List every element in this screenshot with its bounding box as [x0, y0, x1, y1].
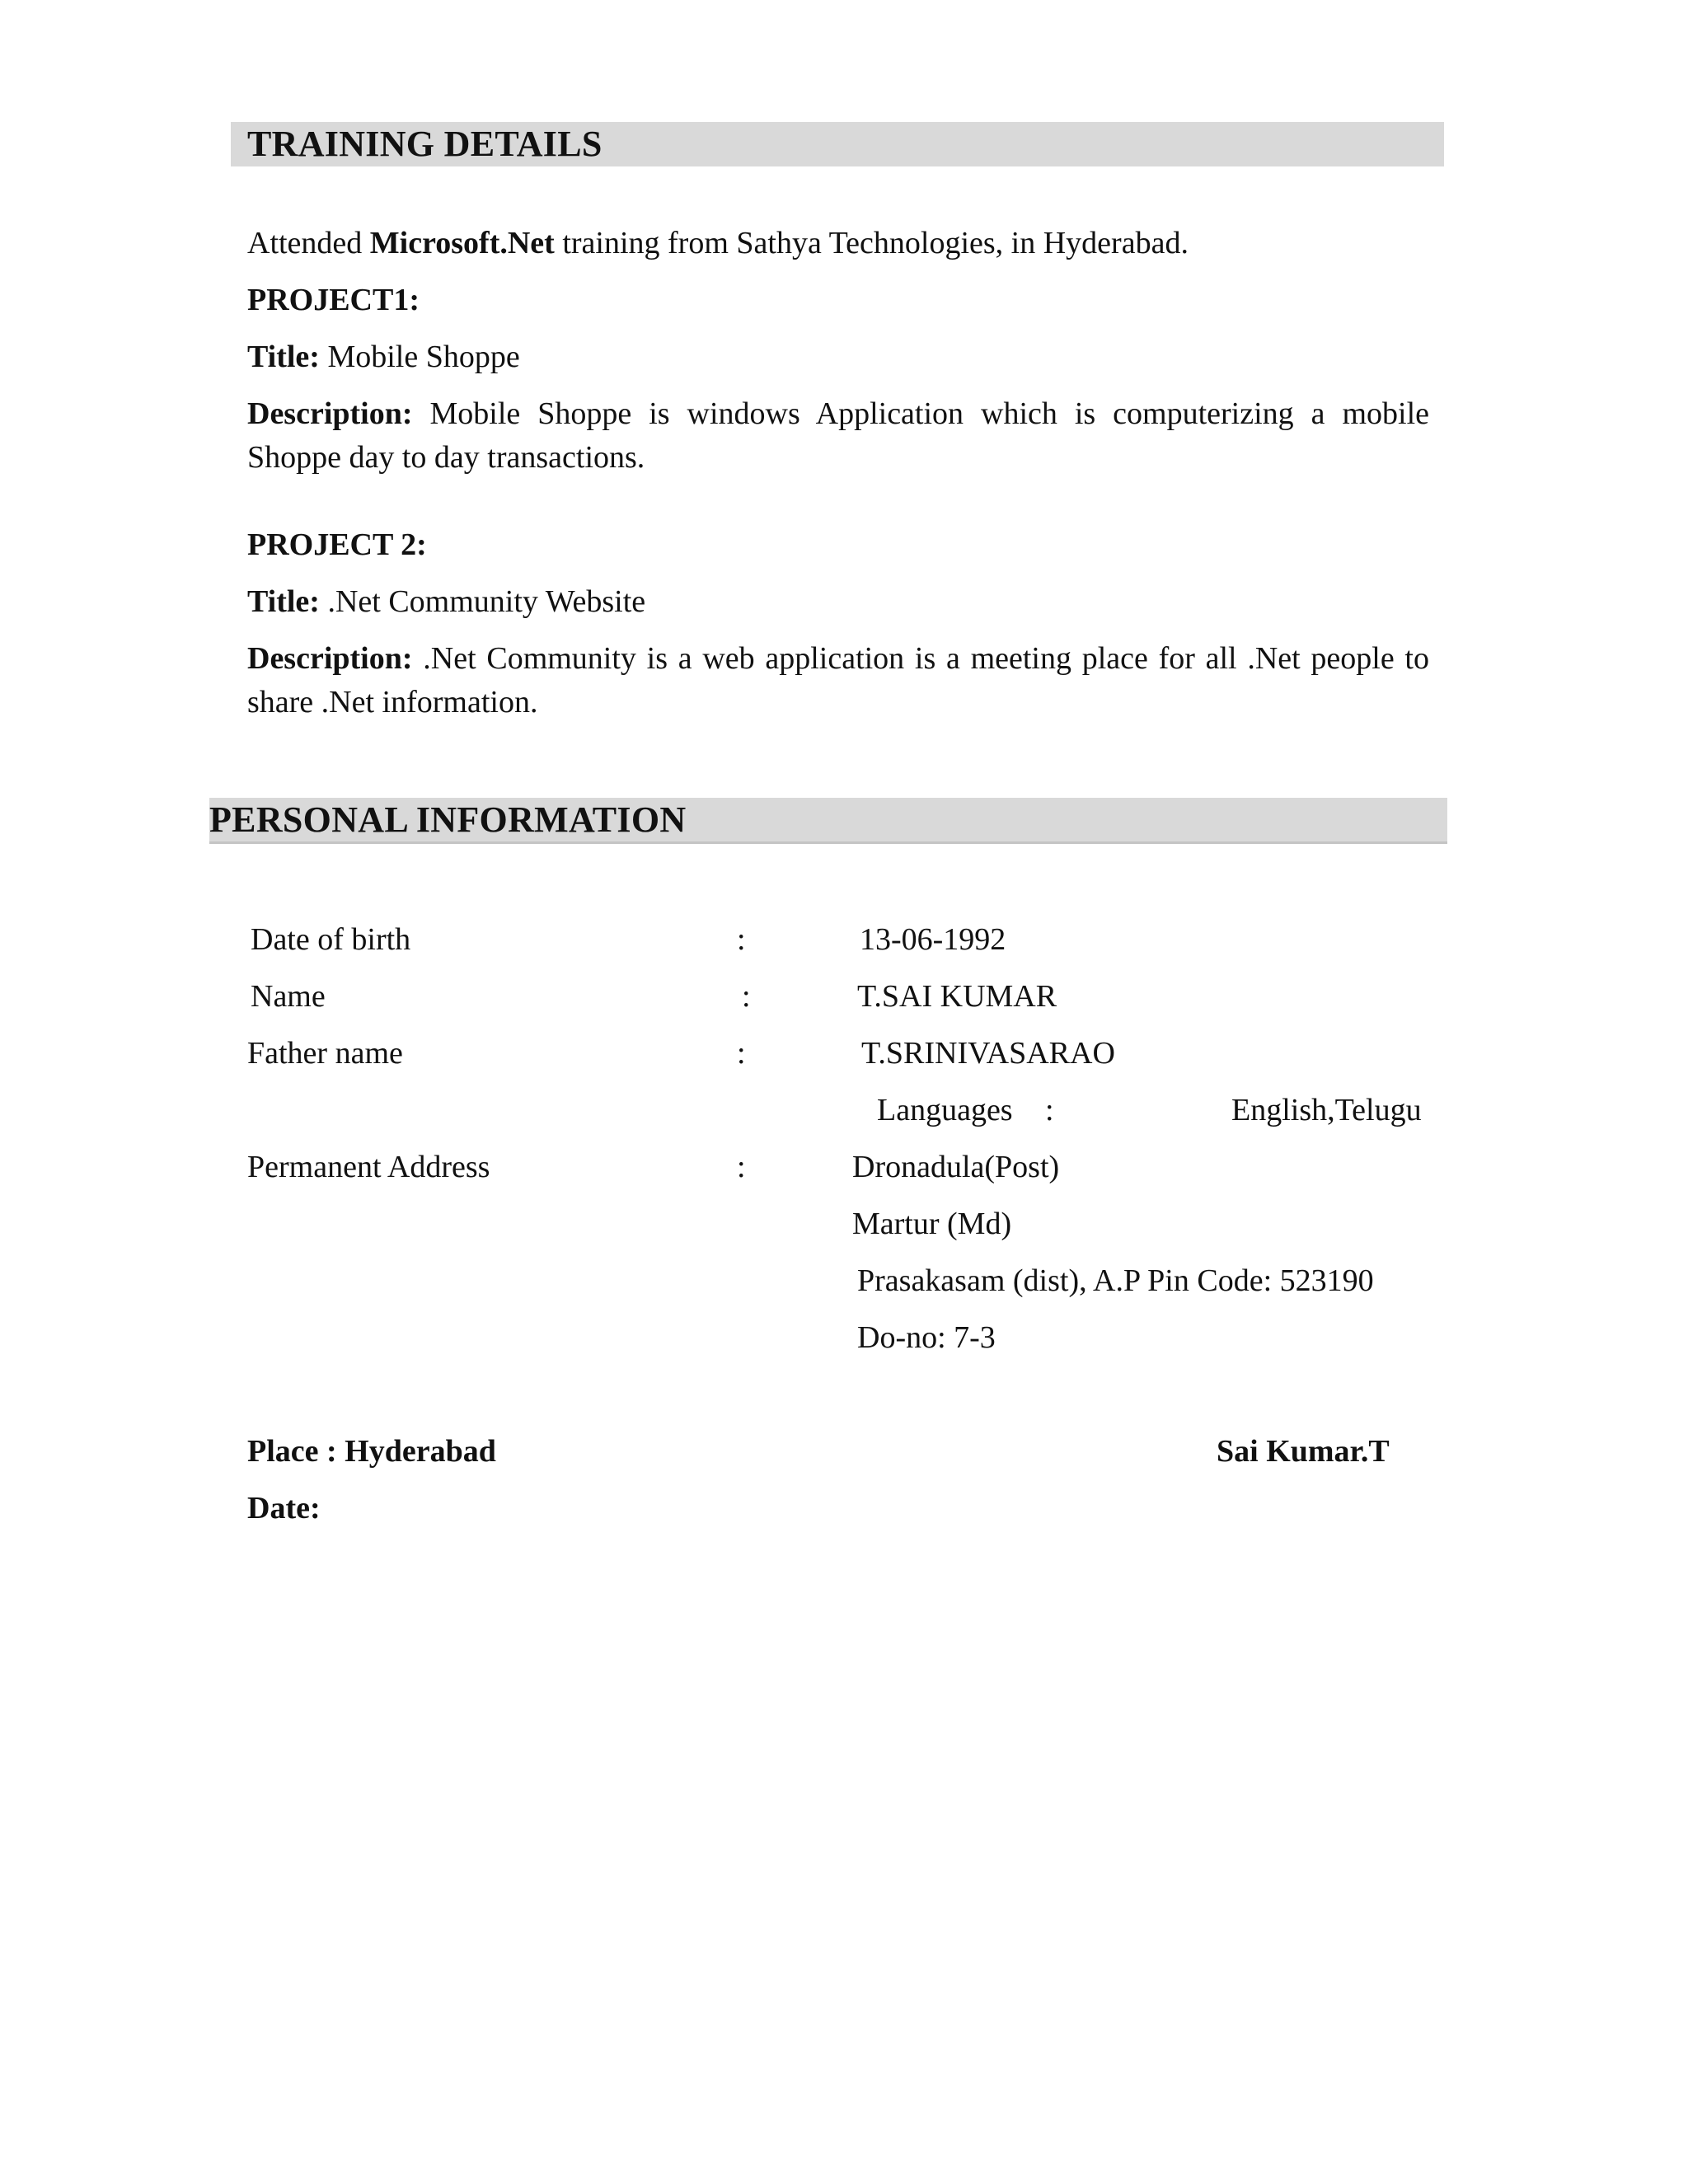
address-line-3: Prasakasam (dist), A.P Pin Code: 523190 [857, 1263, 1374, 1298]
languages-colon: : [1045, 1093, 1054, 1127]
footer-signature: Sai Kumar.T [1217, 1434, 1390, 1469]
training-heading: TRAINING DETAILS [247, 124, 603, 164]
name-colon: : [742, 979, 751, 1014]
training-intro-prefix: Attended [247, 226, 370, 260]
name-value: T.SAI KUMAR [857, 979, 1057, 1014]
languages-value: English,Telugu [1231, 1093, 1422, 1127]
project2-heading: PROJECT 2: [247, 527, 427, 562]
training-intro [247, 224, 1189, 262]
project2-desc-label: Description: [247, 641, 413, 676]
project1-title-value: Mobile Shoppe [319, 340, 520, 374]
training-intro-suffix: training from Sathya Technologies, in Hyderabad. [554, 226, 1189, 260]
father-value: T.SRINIVASARAO [861, 1036, 1115, 1071]
father-colon: : [737, 1036, 746, 1071]
address-colon: : [737, 1150, 746, 1184]
project1-title-label: Title: [247, 340, 320, 374]
address-line-4: Do-no: 7-3 [857, 1320, 996, 1355]
address-label: Permanent Address [247, 1150, 490, 1184]
personal-heading: PERSONAL INFORMATION [209, 799, 687, 840]
training-intro-bold: Microsoft.Net [369, 226, 555, 260]
dob-colon: : [737, 922, 746, 957]
project2-title-value: .Net Community Website [319, 584, 646, 619]
project1-title [247, 338, 520, 376]
name-label: Name [251, 979, 326, 1014]
project2-title [247, 583, 645, 621]
languages-label: Languages [877, 1093, 1013, 1127]
project2-title-label: Title: [247, 584, 320, 619]
dob-value: 13-06-1992 [860, 922, 1006, 957]
footer-date: Date: [247, 1491, 321, 1526]
project1-description [247, 392, 1429, 480]
project2-desc-value: .Net Community is a web application is a meeting place for all .Net people to share .Net information. [247, 641, 1429, 719]
address-line-1: Dronadula(Post) [852, 1150, 1060, 1184]
address-line-2: Martur (Md) [852, 1207, 1012, 1241]
project2-description [247, 637, 1429, 724]
project1-heading: PROJECT1: [247, 283, 420, 317]
footer-place: Place : Hyderabad [247, 1434, 496, 1469]
project1-desc-value: Mobile Shoppe is windows Application which is computerizing a mobile Shoppe day to day transactions. [247, 396, 1429, 475]
father-label: Father name [247, 1036, 403, 1071]
dob-label: Date of birth [251, 922, 411, 957]
project1-desc-label: Description: [247, 396, 413, 431]
